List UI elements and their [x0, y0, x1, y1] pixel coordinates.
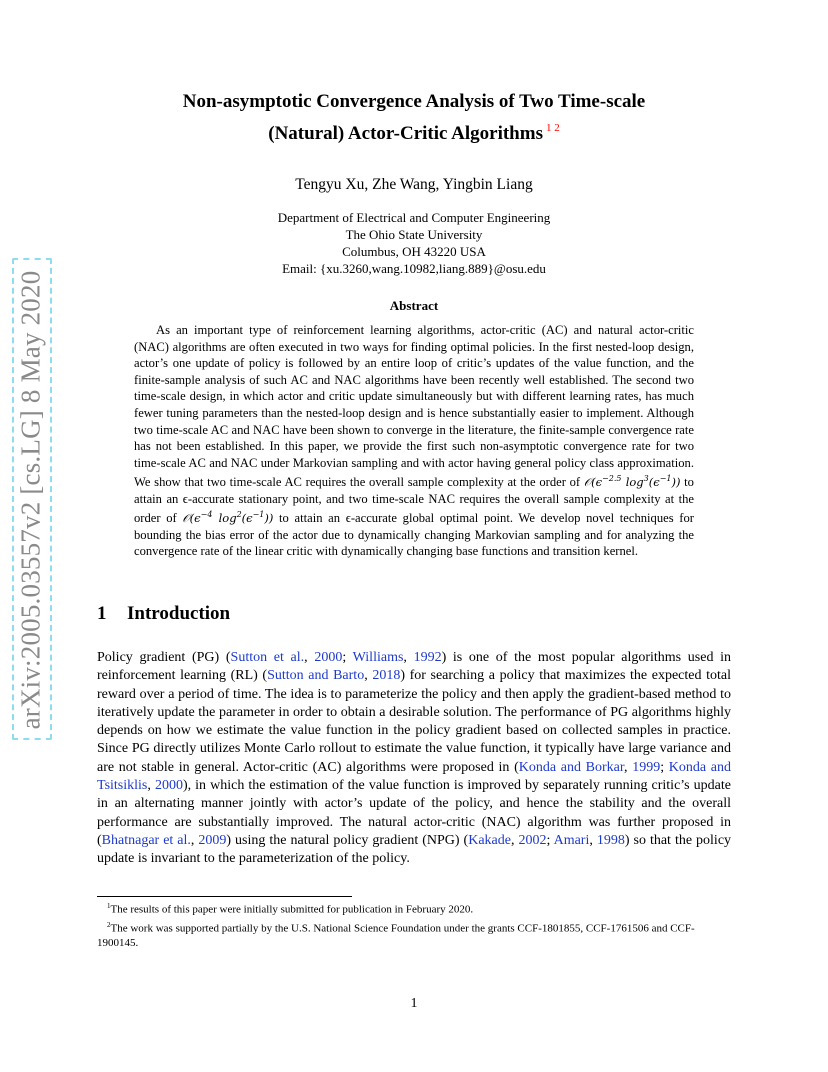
abstract-math-2: $𝒪(\epsilon^{-4}$ $\log^2(\epsilon^{-1})$) [182, 510, 274, 526]
footnotes [97, 899, 731, 951]
citation-link[interactable]: 2009 [198, 832, 227, 848]
section-heading-introduction [97, 603, 230, 625]
section-title: Introduction [127, 603, 231, 624]
title-footnote-marks[interactable]: 1 2 [545, 122, 560, 134]
citation-link[interactable]: Bhatnagar et al. [101, 832, 191, 848]
affiliation-email: Email: {xu.3260,wang.10982,liang.889}@osu.edu [282, 261, 546, 276]
citation-link[interactable]: Sutton et al. [230, 650, 305, 665]
citation-link[interactable]: 2000 [314, 650, 343, 665]
citation-link[interactable]: Amari [553, 832, 590, 848]
affiliation-address: Columbus, OH 43220 USA [342, 244, 486, 259]
introduction-body [97, 649, 731, 869]
section-number: 1 [97, 603, 107, 624]
abstract-paragraph [134, 322, 694, 560]
arxiv-sidebar [8, 258, 54, 742]
footnote-divider [97, 896, 352, 897]
citation-link[interactable]: 2002 [518, 832, 547, 848]
footnote-2 [97, 918, 731, 952]
footnote-mark: 1 [107, 902, 111, 910]
title-line-2-text: (Natural) Actor-Critic Algorithms [268, 123, 543, 144]
affiliation-block [90, 209, 738, 277]
paper-title [90, 88, 738, 147]
author-list: Tengyu Xu, Zhe Wang, Yingbin Liang [295, 176, 533, 193]
citation-link[interactable]: 2000 [154, 778, 183, 794]
citation-link[interactable]: Konda and Tsitsiklis [97, 759, 731, 794]
citation-link[interactable]: Williams [352, 650, 404, 665]
citation-link[interactable]: 1998 [596, 832, 625, 848]
footnote-mark: 2 [107, 920, 111, 929]
title-line-2 [90, 115, 738, 147]
affiliation-university: The Ohio State University [345, 227, 483, 242]
citation-link[interactable]: 1992 [413, 650, 442, 665]
abstract-text-2: to attain an ϵ-accurate stationary point, and two time-scale NAC requires the overall sample complexity at the order of [134, 475, 694, 526]
introduction-paragraph: Policy gradient (PG) (Sutton et al., 2000; Williams, 1992) is one of the most popular algorithms used in reinforcement learning (RL) (Sutton and Barto, 2018) for searching a policy that maximizes the expected total reward over a period of time. The idea is to parameterize the policy and then apply the gradient-based method to iteratively update the parameter in order to obtain a desirable solution. The performance of PG algorithms highly depends on how we estimate the value function in the policy gradient based on collected samples in practice. Since PG directly utilizes Monte Carlo rollout to estimate the value function, it typically have large variance and are not stable in general. Actor-critic (AC) algorithms were proposed in (Konda and Borkar, 1999; Konda and Tsitsiklis, 2000), in which the estimation of the value function is improved by separately running critic’s update in an alternating manner jointly with actor’s update of the policy, and hence the stability and the overall performance are substantially improved. The natural actor-critic (NAC) algorithm was further proposed in (Bhatnagar et al., 2009) using the natural policy gradient (NPG) (Kakade, 2002; Amari, 1998) so that the policy update is invariant to the parameterization of the policy. [97, 650, 732, 867]
citation-link[interactable]: 1999 [632, 759, 661, 775]
affiliation-department: Department of Electrical and Computer Engineering [277, 210, 551, 225]
abstract-heading: Abstract [389, 298, 439, 313]
citation-link[interactable]: Kakade [468, 832, 511, 848]
citation-link[interactable]: 2018 [372, 668, 401, 684]
footnote-text: The work was supported partially by the U.S. National Science Foundation under the grants CCF-1801855, CCF-1761506 and CCF-1900145. [97, 922, 695, 950]
abstract-text-1: As an important type of reinforcement learning algorithms, actor-critic (AC) and natural actor-critic (NAC) algorithms are often executed in two ways for finding optimal policies. In the first nested-loop design, actor’s one update of policy is followed by an entire loop of critic’s updates of the value function, and the finite-sample analysis of such AC and NAC algorithms have been recently well established. The second two time-scale design, in which actor and critic update simultaneously but with different learning rates, has much fewer tuning parameters than the nested-loop design and is hence substantially easier to implement. Although two time-scale AC and NAC have been shown to converge in the literature, the finite-sample convergence rate has not been established. In this paper, we provide the first such non-asymptotic convergence rate for two time-scale AC and NAC under Markovian sampling and with actor having general policy class approximation. We show that two time-scale AC requires the overall sample complexity at the order of [134, 323, 694, 490]
title-line-1: Non-asymptotic Convergence Analysis of Two Time-scale [182, 91, 646, 112]
citation-link[interactable]: Konda and Borkar [518, 759, 624, 775]
footnote-text: The results of this paper were initially submitted for publication in February 2020. [110, 903, 474, 916]
footnote-1 [97, 899, 731, 918]
abstract-math-1: $𝒪(\epsilon^{-2.5}$ $\log^3(\epsilon^{-1})$) [583, 474, 681, 490]
arxiv-identifier[interactable]: arXiv:2005.03557v2 [cs.LG] 8 May 2020 [15, 270, 46, 730]
abstract-body [134, 322, 694, 560]
abstract-text-3: to attain an ϵ-accurate global optimal point. We develop novel techniques for bounding the bias error of the actor due to dynamically changing Markovian sampling and for analyzing the convergence rate of the linear critic with dynamically changing base functions and transition kernel. [134, 511, 694, 559]
citation-link[interactable]: Sutton and Barto [267, 668, 365, 684]
page-number: 1 [410, 996, 418, 1011]
